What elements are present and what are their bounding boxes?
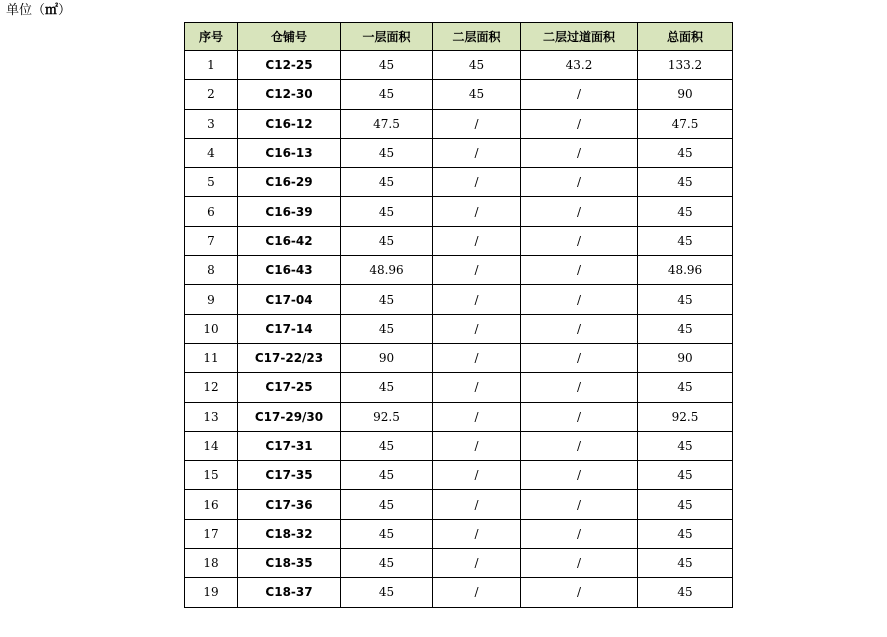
cell-floor1-area: 45 [341,285,433,314]
table-row [185,314,733,343]
cell-index: 16 [185,490,238,519]
cell-floor2-corridor-area: / [521,80,638,109]
cell-floor2-corridor-area: 43.2 [521,51,638,80]
cell-index: 9 [185,285,238,314]
cell-unit-code: C17-25 [238,373,341,402]
cell-unit-code: C16-12 [238,109,341,138]
cell-floor2-area: 45 [433,51,521,80]
cell-unit-code: C16-42 [238,226,341,255]
cell-total-area: 45 [638,285,733,314]
cell-total-area: 45 [638,226,733,255]
header-index: 序号 [185,23,238,51]
cell-unit-code: C17-14 [238,314,341,343]
cell-floor1-area: 92.5 [341,402,433,431]
cell-unit-code: C18-32 [238,519,341,548]
header-unit-code: 仓铺号 [238,23,341,51]
cell-floor2-area: 45 [433,80,521,109]
cell-floor2-corridor-area: / [521,226,638,255]
cell-floor1-area: 45 [341,226,433,255]
cell-index: 4 [185,138,238,167]
cell-total-area: 45 [638,490,733,519]
cell-index: 1 [185,51,238,80]
table-row [185,197,733,226]
cell-unit-code: C17-29/30 [238,402,341,431]
cell-floor2-corridor-area: / [521,461,638,490]
cell-index: 11 [185,343,238,372]
cell-floor2-corridor-area: / [521,197,638,226]
cell-total-area: 45 [638,519,733,548]
cell-floor2-corridor-area: / [521,549,638,578]
cell-floor2-area: / [433,256,521,285]
cell-floor1-area: 45 [341,519,433,548]
cell-index: 3 [185,109,238,138]
cell-unit-code: C17-31 [238,431,341,460]
unit-label [6,3,71,19]
cell-total-area: 45 [638,197,733,226]
cell-index: 13 [185,402,238,431]
cell-floor1-area: 45 [341,80,433,109]
cell-total-area: 45 [638,461,733,490]
cell-unit-code: C16-29 [238,168,341,197]
cell-floor2-area: / [433,402,521,431]
cell-index: 12 [185,373,238,402]
cell-unit-code: C16-39 [238,197,341,226]
table-row [185,490,733,519]
table-header [185,23,733,51]
cell-floor2-corridor-area: / [521,138,638,167]
cell-floor1-area: 45 [341,314,433,343]
cell-unit-code: C17-35 [238,461,341,490]
cell-index: 2 [185,80,238,109]
cell-floor1-area: 45 [341,51,433,80]
cell-floor2-area: / [433,168,521,197]
cell-floor1-area: 45 [341,197,433,226]
unit-prefix: 单位（ [6,3,46,18]
table-row [185,549,733,578]
cell-unit-code: C16-13 [238,138,341,167]
unit-symbol: ㎡ [45,3,59,18]
cell-total-area: 45 [638,314,733,343]
cell-floor2-corridor-area: / [521,431,638,460]
cell-floor2-corridor-area: / [521,285,638,314]
cell-unit-code: C18-37 [238,578,341,607]
cell-floor2-area: / [433,314,521,343]
cell-floor2-corridor-area: / [521,373,638,402]
cell-floor1-area: 45 [341,549,433,578]
cell-floor2-corridor-area: / [521,402,638,431]
cell-floor2-area: / [433,461,521,490]
cell-floor2-corridor-area: / [521,578,638,607]
cell-floor2-area: / [433,373,521,402]
cell-floor2-corridor-area: / [521,109,638,138]
table-row [185,168,733,197]
cell-unit-code: C12-25 [238,51,341,80]
table-row [185,226,733,255]
cell-index: 8 [185,256,238,285]
cell-floor1-area: 90 [341,343,433,372]
cell-floor1-area: 45 [341,578,433,607]
cell-index: 14 [185,431,238,460]
cell-index: 18 [185,549,238,578]
cell-floor2-area: / [433,197,521,226]
table-body [185,51,733,608]
cell-total-area: 133.2 [638,51,733,80]
cell-floor2-area: / [433,138,521,167]
cell-floor2-area: / [433,285,521,314]
cell-floor2-area: / [433,578,521,607]
cell-unit-code: C17-22/23 [238,343,341,372]
table-row [185,138,733,167]
cell-index: 7 [185,226,238,255]
cell-floor2-corridor-area: / [521,168,638,197]
cell-floor1-area: 48.96 [341,256,433,285]
cell-floor1-area: 47.5 [341,109,433,138]
cell-total-area: 45 [638,549,733,578]
cell-floor2-corridor-area: / [521,256,638,285]
table-row [185,285,733,314]
cell-total-area: 45 [638,138,733,167]
cell-total-area: 45 [638,373,733,402]
header-total-area: 总面积 [638,23,733,51]
header-floor2-area: 二层面积 [433,23,521,51]
cell-index: 19 [185,578,238,607]
cell-floor2-area: / [433,109,521,138]
header-floor1-area: 一层面积 [341,23,433,51]
cell-index: 15 [185,461,238,490]
table-row [185,51,733,80]
header-row [185,23,733,51]
cell-floor1-area: 45 [341,461,433,490]
cell-unit-code: C17-36 [238,490,341,519]
cell-floor1-area: 45 [341,138,433,167]
cell-total-area: 45 [638,431,733,460]
header-floor2-corridor-area: 二层过道面积 [521,23,638,51]
cell-total-area: 47.5 [638,109,733,138]
cell-index: 17 [185,519,238,548]
cell-floor1-area: 45 [341,168,433,197]
table-row [185,80,733,109]
table-row [185,519,733,548]
cell-unit-code: C16-43 [238,256,341,285]
cell-floor2-area: / [433,549,521,578]
table-row [185,461,733,490]
cell-total-area: 90 [638,343,733,372]
table-row [185,343,733,372]
table-row [185,578,733,607]
table-row [185,109,733,138]
cell-total-area: 90 [638,80,733,109]
cell-floor2-area: / [433,431,521,460]
cell-floor2-area: / [433,343,521,372]
cell-floor2-area: / [433,226,521,255]
cell-total-area: 92.5 [638,402,733,431]
cell-floor2-corridor-area: / [521,519,638,548]
cell-floor2-area: / [433,519,521,548]
cell-total-area: 45 [638,168,733,197]
cell-floor2-corridor-area: / [521,490,638,519]
cell-total-area: 45 [638,578,733,607]
cell-unit-code: C18-35 [238,549,341,578]
cell-index: 5 [185,168,238,197]
table-row [185,373,733,402]
cell-unit-code: C17-04 [238,285,341,314]
area-table [184,22,733,608]
cell-total-area: 48.96 [638,256,733,285]
cell-index: 10 [185,314,238,343]
unit-suffix: ） [58,3,72,18]
table-row [185,402,733,431]
cell-floor2-area: / [433,490,521,519]
cell-floor2-corridor-area: / [521,343,638,372]
cell-floor1-area: 45 [341,373,433,402]
table-row [185,431,733,460]
cell-floor1-area: 45 [341,490,433,519]
cell-index: 6 [185,197,238,226]
table-row [185,256,733,285]
cell-floor1-area: 45 [341,431,433,460]
cell-unit-code: C12-30 [238,80,341,109]
cell-floor2-corridor-area: / [521,314,638,343]
